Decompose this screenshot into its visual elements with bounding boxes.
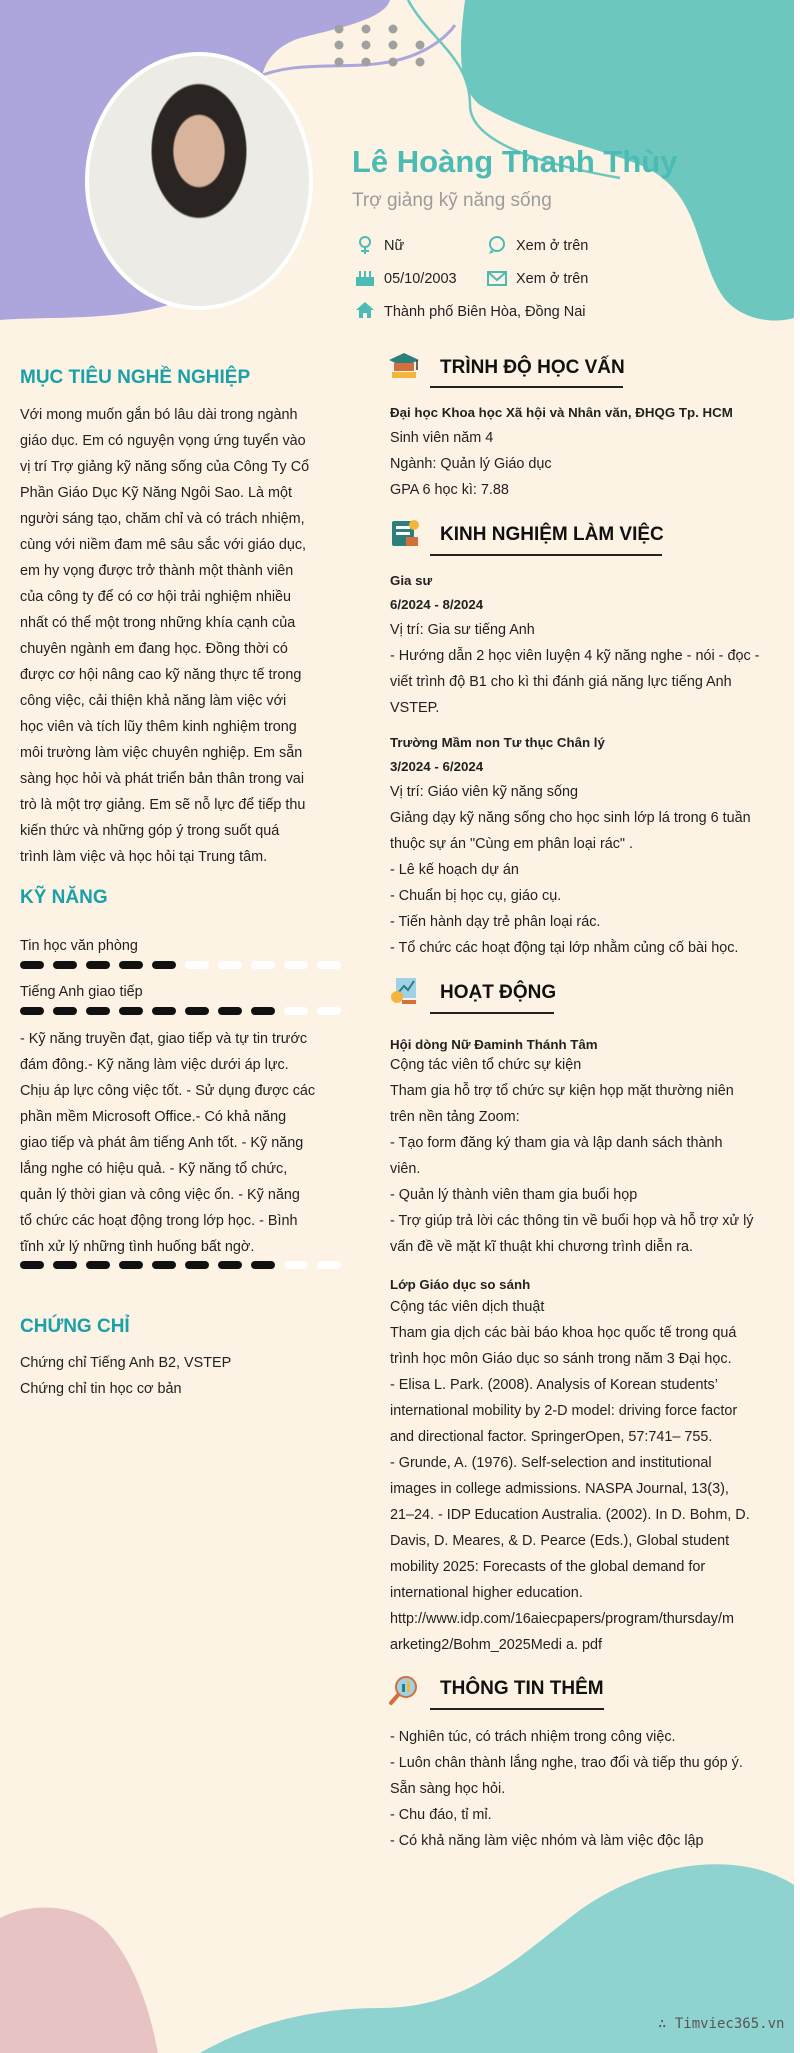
skill-level-bar: [20, 961, 341, 969]
job-org: Gia sư: [390, 573, 433, 588]
education-line: Ngành: Quản lý Giáo dục: [390, 456, 552, 472]
objective-line: kiến thức và những góp ý trong suốt quá: [20, 823, 280, 839]
graduation-cap-icon: [388, 350, 420, 382]
job-line: - Tiến hành dạy trẻ phân loại rác.: [390, 914, 601, 930]
activity-line: Cộng tác viên tổ chức sự kiện: [390, 1057, 582, 1073]
experience-underline: [430, 554, 662, 556]
job-line: Giảng dạy kỹ năng sống cho học sinh lớp lá trong 6 tuần: [390, 810, 751, 826]
objective-line: cùng với niềm đam mê sâu sắc với giáo dục,: [20, 537, 307, 553]
gender-value: Nữ: [384, 238, 405, 254]
objective-line: trò là một trợ giảng. Em sẽ nỗ lực để tiếp thu: [20, 797, 306, 813]
skill-dot-empty: [284, 1261, 308, 1269]
skill-name: Tin học văn phòng: [20, 938, 138, 954]
skill-dot-filled: [86, 961, 110, 969]
certificates-title: CHỨNG CHỈ: [20, 1316, 130, 1337]
experience-title: KINH NGHIỆM LÀM VIỆC: [440, 524, 664, 545]
activity-line: international mobility by 2-D model: driving force factor: [390, 1403, 738, 1419]
phone-value: Xem ở trên: [516, 238, 589, 254]
skill-dot-empty: [218, 961, 242, 969]
job-title: Trợ giảng kỹ năng sống: [352, 190, 552, 211]
job-line: Vị trí: Giáo viên kỹ năng sống: [390, 784, 578, 800]
activity-line: trình học môn Giáo dục so sánh trong năm 3 Đại học.: [390, 1351, 732, 1367]
activity-line: international higher education.: [390, 1585, 583, 1601]
skill-dot-filled: [218, 1007, 242, 1015]
certificate-item: Chứng chỉ Tiếng Anh B2, VSTEP: [20, 1355, 232, 1371]
activities-title: HOẠT ĐỘNG: [440, 982, 557, 1003]
activity-line: - Quản lý thành viên tham gia buổi họp: [390, 1187, 638, 1203]
skills-title: KỸ NĂNG: [20, 887, 108, 908]
job-line: thuộc sự án "Cùng em phân loại rác" .: [390, 836, 634, 852]
home-icon: [354, 300, 376, 320]
activity-line: - Trợ giúp trả lời các thông tin về buổi họp và hỗ trợ xử lý: [390, 1213, 754, 1229]
activities-icon: [388, 975, 420, 1007]
skill-dot-filled: [20, 1007, 44, 1015]
skills-desc-line: lắng nghe có hiệu quả. - Kỹ năng tổ chức,: [20, 1161, 288, 1177]
objective-line: được cơ hội nâng cao kỹ năng thực tế trong: [20, 667, 302, 683]
profile-photo: [85, 52, 313, 310]
education-title: TRÌNH ĐỘ HỌC VẤN: [440, 357, 625, 378]
objective-line: người sáng tạo, chăm chỉ và có trách nhiệm,: [20, 511, 305, 527]
education-school: Đại học Khoa học Xã hội và Nhân văn, ĐHQG Tp. HCM: [390, 405, 733, 420]
skill-dot-filled: [218, 1261, 242, 1269]
additional-underline: [430, 1708, 604, 1710]
education-line: GPA 6 học kì: 7.88: [390, 482, 509, 498]
objective-line: Phần Giáo Dục Kỹ Năng Ngôi Sao. Là một: [20, 485, 292, 501]
skill-dot-filled: [152, 1007, 176, 1015]
skill-dot-filled: [251, 1007, 275, 1015]
objective-line: em hy vọng được trở thành một thành viên: [20, 563, 294, 579]
activity-line: arketing2/Bohm_2025Medi a. pdf: [390, 1637, 603, 1653]
address-value: Thành phố Biên Hòa, Đồng Nai: [384, 304, 586, 320]
objective-line: Với mong muốn gắn bó lâu dài trong ngành: [20, 407, 298, 423]
objective-line: chuyên ngành em đang học. Đồng thời có: [20, 641, 288, 657]
objective-line: của công ty để có cơ hội trải nghiệm nhiều: [20, 589, 292, 605]
skill-dot-filled: [86, 1007, 110, 1015]
activity-line: and directional factor. SpringerOpen, 57:741– 755.: [390, 1429, 713, 1445]
objective-line: trình làm việc và học hỏi tại Trung tâm.: [20, 849, 268, 865]
pink-blob: [0, 1908, 158, 2053]
activity-line: Davis, D. Meares, & D. Pearce (Eds.), Global student: [390, 1533, 730, 1549]
job-line: VSTEP.: [390, 700, 440, 716]
skill-dot-filled: [86, 1261, 110, 1269]
gender-icon: [354, 235, 376, 255]
watermark: ∴ Timviec365.vn: [658, 2016, 785, 2032]
job-line: viết trình độ B1 cho kì thi đánh giá năng lực tiếng Anh: [390, 674, 732, 690]
email-icon: [486, 268, 508, 288]
activity-line: Tham gia dịch các bài báo khoa học quốc tế trong quá: [390, 1325, 737, 1341]
activities-underline: [430, 1012, 554, 1014]
job-period: 6/2024 - 8/2024: [390, 597, 484, 612]
activity-line: viên.: [390, 1161, 421, 1177]
skill-dot-empty: [284, 1007, 308, 1015]
skill-dot-empty: [251, 961, 275, 969]
job-period: 3/2024 - 6/2024: [390, 759, 484, 774]
certificate-item: Chứng chỉ tin học cơ bản: [20, 1381, 182, 1397]
skills-desc-line: tĩnh xử lý những tình huống bất ngờ.: [20, 1239, 255, 1255]
skills-desc-line: phần mềm Microsoft Office.- Có khả năng: [20, 1109, 287, 1125]
job-line: Vị trí: Gia sư tiếng Anh: [390, 622, 535, 638]
activity-line: http://www.idp.com/16aiecpapers/program/thursday/m: [390, 1611, 734, 1627]
skill-dot-filled: [152, 1261, 176, 1269]
skill-dot-empty: [284, 961, 308, 969]
skills-desc-line: đám đông.- Kỹ năng làm việc dưới áp lực.: [20, 1057, 289, 1073]
additional-line: Sẵn sàng học hỏi.: [390, 1781, 506, 1797]
additional-line: - Có khả năng làm việc nhóm và làm việc độc lập: [390, 1833, 704, 1849]
activity-line: - Grunde, A. (1976). Self-selection and institutional: [390, 1455, 712, 1471]
candidate-name: Lê Hoàng Thanh Thùy: [352, 144, 678, 179]
activity-line: 21–24. - IDP Education Australia. (2002). In D. Bohm, D.: [390, 1507, 750, 1523]
additional-line: - Luôn chân thành lắng nghe, trao đổi và tiếp thu góp ý.: [390, 1755, 743, 1771]
skills-description: [20, 1026, 318, 1260]
skill-dot-filled: [185, 1261, 209, 1269]
education-underline: [430, 386, 623, 388]
skill-dot-empty: [317, 1007, 341, 1015]
additional-line: - Nghiên túc, có trách nhiệm trong công việc.: [390, 1729, 676, 1745]
skill-dot-filled: [53, 1007, 77, 1015]
objective-line: môi trường làm việc chuyên nghiệp. Em sẵn: [20, 745, 303, 761]
skill-level-bar: [20, 1261, 341, 1269]
activity-line: Tham gia hỗ trợ tổ chức sự kiện họp mặt thường niên: [390, 1083, 734, 1099]
skill-dot-filled: [20, 1261, 44, 1269]
objective-text: [20, 402, 318, 870]
job-line: - Lê kế hoạch dự án: [390, 862, 519, 878]
skill-dot-empty: [185, 961, 209, 969]
dot-pattern: [335, 25, 425, 67]
job-line: - Chuẩn bị học cụ, giáo cụ.: [390, 888, 562, 904]
skills-desc-line: tổ chức các hoạt động trong lớp học. - Bình: [20, 1213, 298, 1229]
objective-line: công việc, cải thiện khả năng làm việc với: [20, 693, 287, 709]
skill-dot-empty: [317, 961, 341, 969]
briefcase-icon: [388, 516, 420, 548]
activity-line: mobility 2025: Forecasts of the global demand for: [390, 1559, 706, 1575]
skill-dot-filled: [20, 961, 44, 969]
education-line: Sinh viên năm 4: [390, 430, 494, 446]
objective-title: MỤC TIÊU NGHỀ NGHIỆP: [20, 367, 251, 388]
skill-dot-filled: [119, 961, 143, 969]
birthdate-value: 05/10/2003: [384, 271, 457, 287]
skills-desc-line: giao tiếp và phát âm tiếng Anh tốt. - Kỹ năng: [20, 1135, 304, 1151]
activity-line: - Elisa L. Park. (2008). Analysis of Korean students’: [390, 1377, 718, 1393]
skills-desc-line: quản lý thời gian và công việc ổn. - Kỹ năng: [20, 1187, 300, 1203]
job-line: - Hướng dẫn 2 học viên luyện 4 kỹ năng nghe - nói - đọc -: [390, 648, 760, 664]
skill-level-bar: [20, 1007, 341, 1015]
objective-line: vị trí Trợ giảng kỹ năng sống của Công Ty Cổ: [20, 459, 310, 475]
skills-desc-line: Chịu áp lực công việc tốt. - Sử dụng được các: [20, 1083, 316, 1099]
magnifier-chart-icon: [388, 1674, 420, 1706]
skill-name: Tiếng Anh giao tiếp: [20, 984, 143, 1000]
activity-line: Cộng tác viên dịch thuật: [390, 1299, 545, 1315]
objective-line: giáo dục. Em có nguyện vọng ứng tuyển vào: [20, 433, 306, 449]
objective-line: học viên và tích lũy thêm kinh nghiệm trong: [20, 719, 297, 735]
objective-line: sàng học hỏi và phát triển bản thân trong vai: [20, 771, 305, 787]
email-value: Xem ở trên: [516, 271, 589, 287]
activity-line: images in college admissions. NASPA Journal, 13(3),: [390, 1481, 729, 1497]
skill-dot-filled: [152, 961, 176, 969]
phone-icon: [486, 235, 508, 255]
activity-line: trên nền tảng Zoom:: [390, 1109, 520, 1125]
skill-dot-filled: [119, 1007, 143, 1015]
activity-org: Hội dòng Nữ Đaminh Thánh Tâm: [390, 1037, 598, 1052]
skill-dot-filled: [185, 1007, 209, 1015]
additional-title: THÔNG TIN THÊM: [440, 1678, 604, 1699]
skill-dot-filled: [251, 1261, 275, 1269]
objective-line: nhất có thể một trong những khía cạnh của: [20, 615, 296, 631]
skills-desc-line: - Kỹ năng truyền đạt, giao tiếp và tự tin trước: [20, 1031, 308, 1047]
activity-line: - Tạo form đăng ký tham gia và lập danh sách thành: [390, 1135, 723, 1151]
activity-org: Lớp Giáo dục so sánh: [390, 1277, 531, 1292]
job-line: - Tổ chức các hoạt động tại lớp nhằm củng cố bài học.: [390, 940, 739, 956]
additional-line: - Chu đáo, tỉ mỉ.: [390, 1807, 492, 1823]
birthday-cake-icon: [354, 268, 376, 288]
skill-dot-filled: [119, 1261, 143, 1269]
skill-dot-filled: [53, 1261, 77, 1269]
job-org: Trường Mầm non Tư thục Chân lý: [390, 735, 605, 750]
skill-dot-filled: [53, 961, 77, 969]
skill-dot-empty: [317, 1261, 341, 1269]
activity-line: vấn đề về mặt kĩ thuật khi chương trình diễn ra.: [390, 1239, 694, 1255]
